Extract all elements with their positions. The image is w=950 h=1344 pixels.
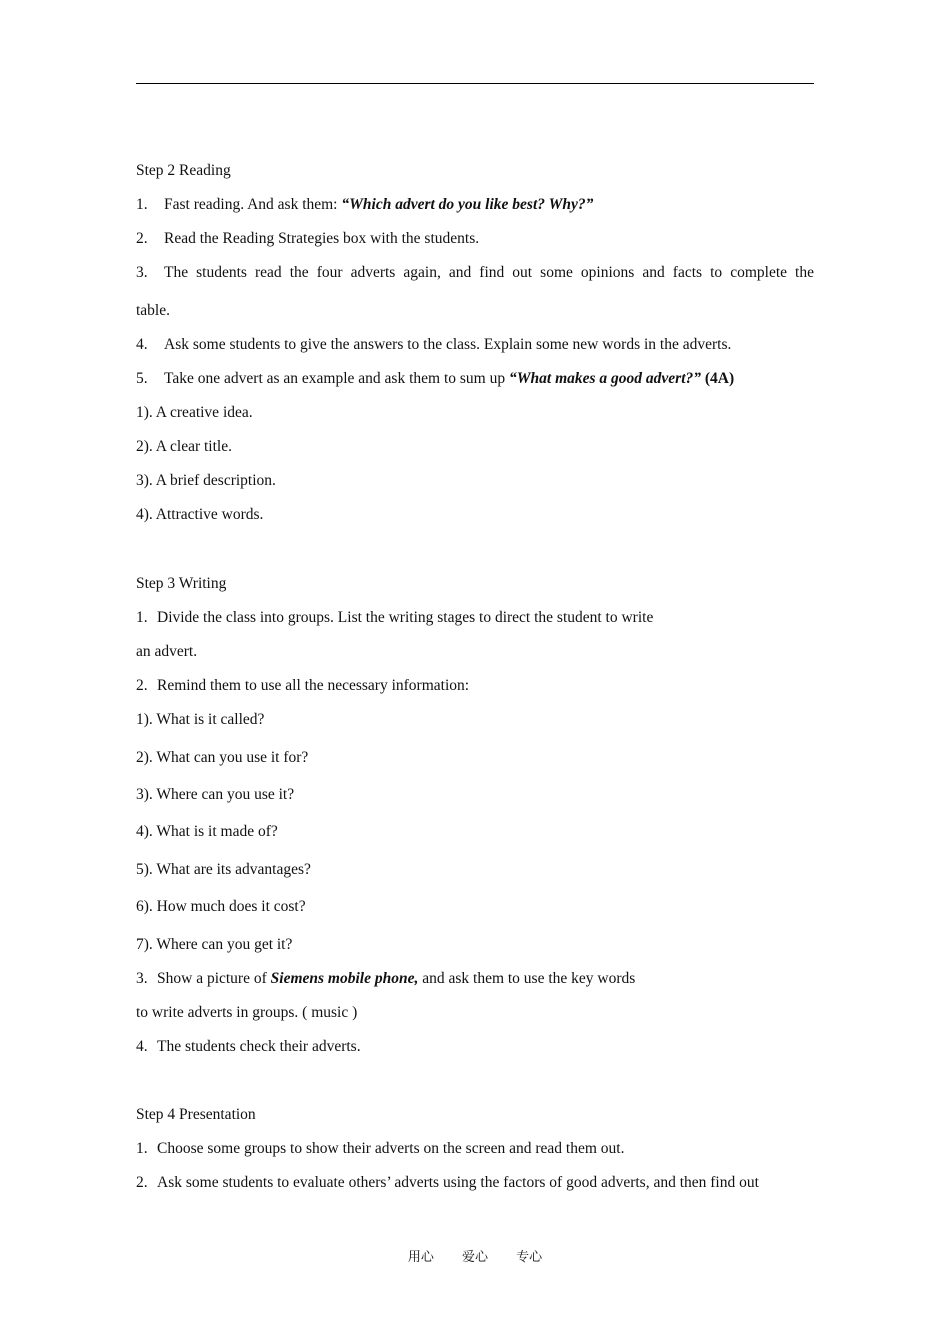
step2-item-2 — [136, 229, 814, 249]
item-text: Take one advert as an example and ask them to sum up — [164, 370, 509, 387]
item-number: 5. — [136, 370, 148, 387]
footer-word: 爱心 — [461, 1250, 488, 1265]
step3-question: 7). Where can you get it? — [136, 936, 293, 953]
item-text: The students check their adverts. — [157, 1038, 361, 1055]
page-footer — [0, 1248, 950, 1268]
step3-item-3 — [136, 969, 814, 989]
question-quote: “Which advert do you like best? Why?” — [341, 196, 594, 213]
step2-item-5 — [136, 369, 814, 389]
item-text: The students read the four adverts again, and find out some opinions and facts to complete the — [164, 264, 814, 281]
step3-question: 4). What is it made of? — [136, 823, 278, 840]
item-number: 2. — [136, 677, 148, 694]
footer-word: 专心 — [516, 1250, 543, 1265]
step2-subitem: 2). A clear title. — [136, 438, 232, 455]
item-number: 2. — [136, 230, 148, 247]
step2-item-1 — [136, 195, 814, 215]
step2-item-3-continuation: table. — [136, 302, 170, 319]
item-number: 4. — [136, 1038, 148, 1055]
item-number: 3. — [136, 264, 148, 281]
step2-item-3 — [136, 263, 814, 283]
header-rule — [136, 83, 814, 84]
step3-item-1 — [136, 608, 814, 628]
item-text: Ask some students to give the answers to the class. Explain some new words in the adverts. — [164, 336, 732, 353]
section-reference: (4A) — [701, 370, 735, 387]
item-text: Remind them to use all the necessary information: — [157, 677, 470, 694]
step2-item-4 — [136, 335, 814, 355]
product-name: Siemens mobile phone, — [270, 970, 419, 987]
step2-subitem: 1). A creative idea. — [136, 404, 253, 421]
item-text: Show a picture of — [157, 970, 271, 987]
item-text: Ask some students to evaluate others’ adverts using the factors of good adverts, and then find out — [157, 1174, 759, 1191]
step3-question: 3). Where can you use it? — [136, 786, 295, 803]
step3-question: 2). What can you use it for? — [136, 749, 309, 766]
step3-question: 5). What are its advantages? — [136, 861, 311, 878]
item-number: 1. — [136, 609, 148, 626]
step3-question: 1). What is it called? — [136, 711, 265, 728]
item-number: 1. — [136, 196, 148, 213]
step3-question: 6). How much does it cost? — [136, 898, 306, 915]
item-text-after: and ask them to use the key words — [418, 970, 636, 987]
question-quote: “What makes a good advert?” — [508, 370, 702, 387]
item-text: Choose some groups to show their adverts on the screen and read them out. — [157, 1140, 625, 1157]
step4-item-1 — [136, 1139, 814, 1159]
item-number: 2. — [136, 1174, 148, 1191]
item-number: 4. — [136, 336, 148, 353]
item-text: Read the Reading Strategies box with the students. — [164, 230, 480, 247]
step3-item-1-continuation: an advert. — [136, 643, 198, 660]
item-number: 3. — [136, 970, 148, 987]
footer-word: 用心 — [407, 1250, 434, 1265]
item-text: Divide the class into groups. List the writing stages to direct the student to write — [157, 609, 654, 626]
item-number: 1. — [136, 1140, 148, 1157]
step2-subitem: 3). A brief description. — [136, 472, 276, 489]
step3-item-2 — [136, 676, 814, 696]
step3-item-3-continuation: to write adverts in groups. ( music ) — [136, 1004, 358, 1021]
step4-item-2 — [136, 1173, 814, 1193]
step4-heading: Step 4 Presentation — [136, 1106, 256, 1123]
step2-heading: Step 2 Reading — [136, 162, 231, 179]
step3-item-4 — [136, 1037, 814, 1057]
item-text: Fast reading. And ask them: — [164, 196, 342, 213]
step3-heading: Step 3 Writing — [136, 575, 227, 592]
step2-subitem: 4). Attractive words. — [136, 506, 264, 523]
